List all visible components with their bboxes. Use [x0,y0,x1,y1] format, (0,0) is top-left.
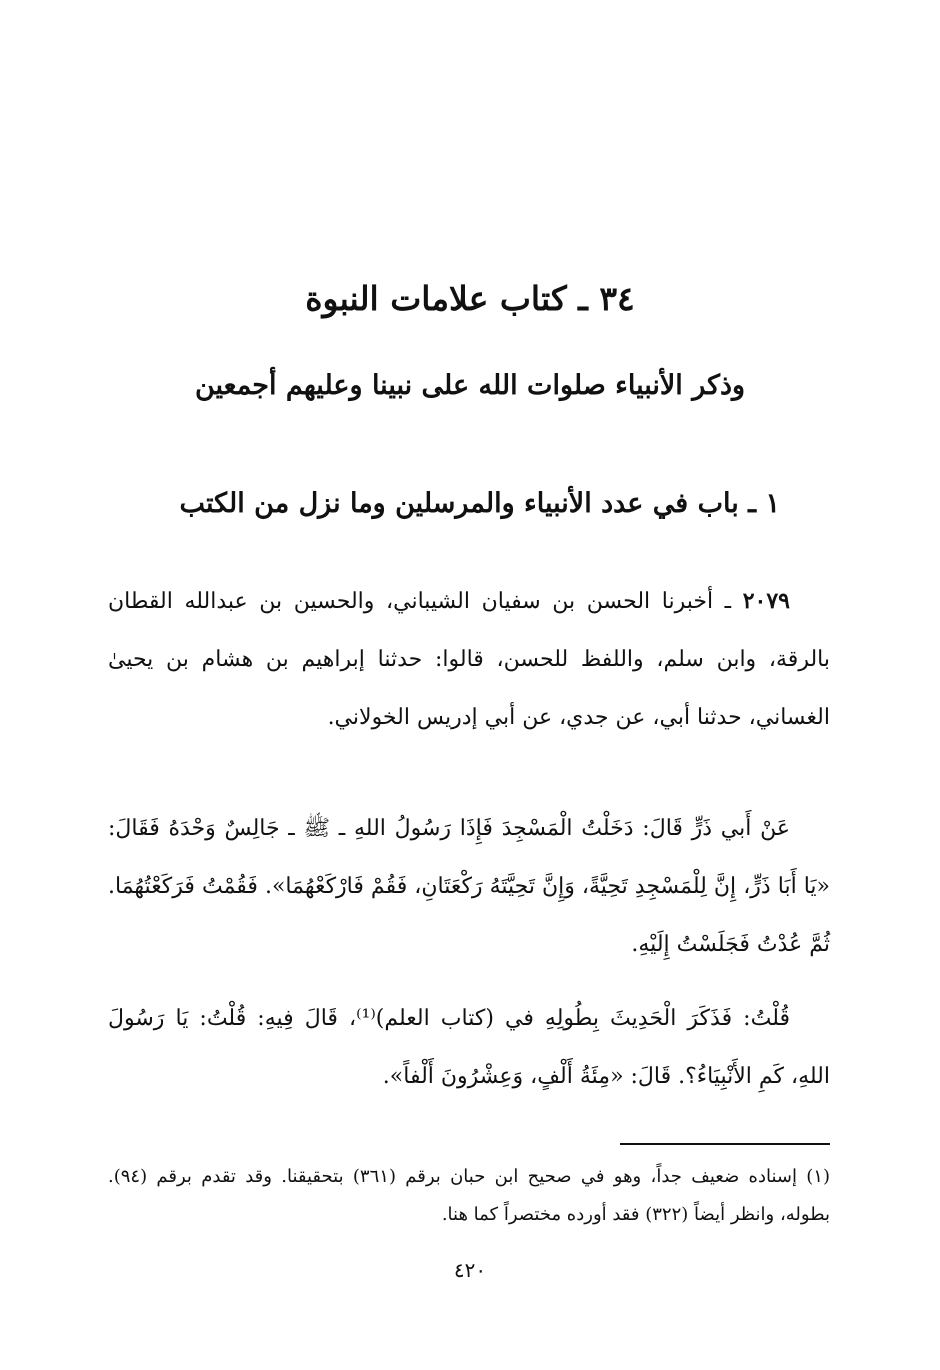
chapter-heading: ١ ـ باب في عدد الأنبياء والمرسلين وما نزل من الكتب [179,488,780,519]
hadith-matn-paragraph: عَنْ أَبي ذَرٍّ قَالَ: دَخَلْتُ الْمَسْجِدَ فَإِذَا رَسُولُ اللهِ ـ ﷺ ـ جَالِسٌ وَحْدَهُ فَقَالَ: «يَا أَبَا ذَرٍّ، إِنَّ لِلْمَسْجِدِ تَحِيَّةً، وَإِنَّ تَحِيَّتَهُ رَكْعَتَانِ، فَقُمْ فَارْكَعْهُمَا». فَقُمْتُ فَرَكَعْتُهُمَا. ثُمَّ عُدْتُ فَجَلَسْتُ إِلَيْهِ. [108,816,830,957]
hadith-number: ٢٠٧٩ [742,588,790,614]
footnote-divider [620,1143,830,1145]
footnote: (١) إسناده ضعيف جداً، وهو في صحيح ابن حبان برقم (٣٦١) بتحقيقنا. وقد تقدم برقم (٩٤). بطوله، وانظر أيضاً (٣٢٢) فقد أورده مختصراً كما هنا. [108,1166,830,1225]
hadith-isnad-text: ـ أخبرنا الحسن بن سفيان الشيباني، والحسين بن عبدالله القطان بالرقة، وابن سلم، واللفظ للحسن، قالوا: حدثنا إبراهيم بن هشام بن يحيىٰ الغساني، حدثنا أبي، عن جدي، عن أبي إدريس الخولاني. [108,589,830,730]
page-number: ٤٢٠ [453,1258,487,1282]
hadith-isnad-paragraph [108,572,830,747]
hadith-comment-paragraph: قُلْتُ: فَذَكَرَ الْحَدِيثَ بِطُولِهِ في (كتاب العلم)⁽¹⁾، قَالَ فِيهِ: قُلْتُ: يَا رَسُولَ اللهِ، كَمِ الأَنْبِيَاءُ؟. قَالَ: «مِئَةُ أَلْفٍ، وَعِشْرُونَ أَلْفاً». [108,1006,830,1089]
book-subtitle: وذكر الأنبياء صلوات الله على نبينا وعليهم أجمعين [194,370,746,401]
book-title: ٣٤ ـ كتاب علامات النبوة [305,279,635,318]
